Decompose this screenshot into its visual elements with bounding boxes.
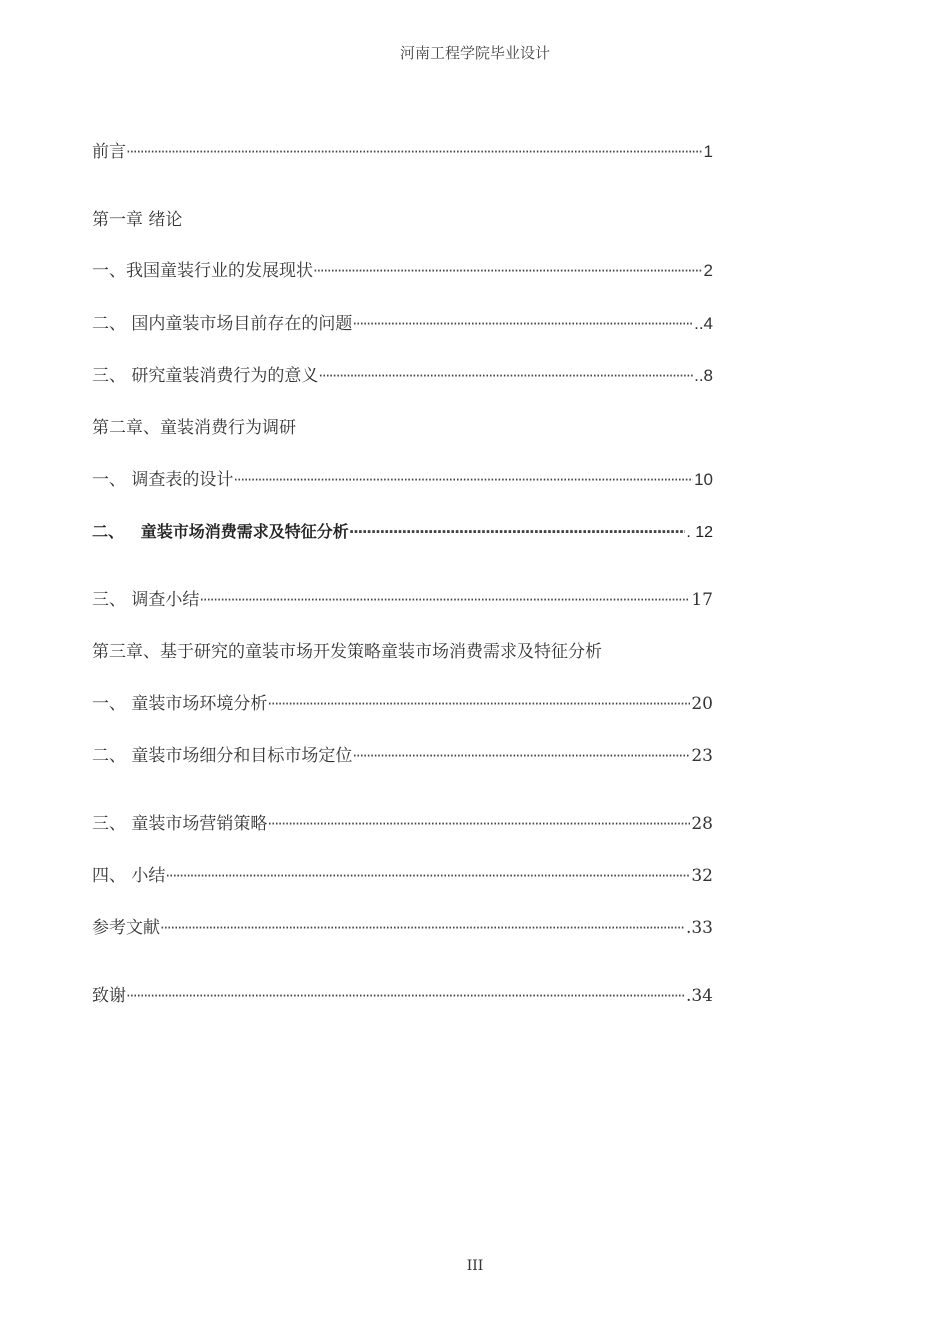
toc-entry-ch3-1[interactable] xyxy=(92,692,713,716)
toc-entry-title: 一、 童装市场环境分析 xyxy=(92,694,268,714)
toc-leader-dots xyxy=(313,259,703,283)
toc-page-number: .34 xyxy=(685,986,713,1006)
toc-page-number: 20 xyxy=(691,694,713,714)
toc-entry-title: 三、 研究童装消费行为的意义 xyxy=(92,366,319,386)
toc-entry-title: 三、 童装市场营销策略 xyxy=(92,814,268,834)
toc-leader-dots xyxy=(267,692,690,716)
toc-entry-title: 前言 xyxy=(92,142,126,162)
toc-leader-dots xyxy=(352,312,693,336)
toc-leader-dots xyxy=(233,468,693,492)
toc-entry-title: 二、 童装市场消费需求及特征分析 xyxy=(92,522,349,541)
toc-page-number: 10 xyxy=(694,470,713,489)
toc-entry-ch3-4[interactable] xyxy=(92,864,713,888)
toc-chapter-heading[interactable]: 第二章、童装消费行为调研 xyxy=(92,418,296,438)
toc-entry-ch2-1[interactable] xyxy=(92,468,713,492)
toc-leader-dots xyxy=(199,588,690,612)
toc-entry-title: 一、 调查表的设计 xyxy=(92,470,234,490)
toc-leader-dots xyxy=(126,140,703,164)
toc-chapter-heading[interactable]: 第一章 绪论 xyxy=(92,210,183,230)
toc-entry-ch1-2[interactable] xyxy=(92,312,713,336)
toc-page-number: .33 xyxy=(685,918,713,938)
toc-entry-title: 二、 国内童装市场目前存在的问题 xyxy=(92,314,353,334)
toc-leader-dots xyxy=(349,520,686,544)
toc-page-number: 23 xyxy=(691,746,713,766)
toc-leader-dots xyxy=(352,744,690,768)
toc-leader-dots xyxy=(318,364,693,388)
page-footer-number: III xyxy=(466,1258,484,1274)
toc-entry-ch3-3[interactable] xyxy=(92,812,713,836)
toc-page-number: . 12 xyxy=(686,524,713,541)
toc-entry-ch1-3[interactable] xyxy=(92,364,713,388)
toc-entry-title: 四、 小结 xyxy=(92,866,166,886)
toc-page-number: 17 xyxy=(691,590,713,610)
toc-leader-dots xyxy=(267,812,690,836)
toc-entry-title: 二、 童装市场细分和目标市场定位 xyxy=(92,746,353,766)
toc-entry-thanks[interactable] xyxy=(92,984,713,1008)
toc-entry-title: 三、 调查小结 xyxy=(92,590,200,610)
toc-entry-preface[interactable] xyxy=(92,140,713,164)
toc-entry-title: 致谢 xyxy=(92,986,126,1006)
toc-leader-dots xyxy=(165,864,690,888)
toc-leader-dots xyxy=(160,916,685,940)
toc-page-number: 2 xyxy=(703,261,713,280)
toc-chapter-heading[interactable]: 第三章、基于研究的童装市场开发策略童装市场消费需求及特征分析 xyxy=(92,642,602,662)
toc-page-number: 28 xyxy=(691,814,713,834)
toc-page-number: 1 xyxy=(703,142,713,161)
toc-page-number: ..4 xyxy=(694,314,713,333)
toc-page-number: 32 xyxy=(691,866,713,886)
toc-leader-dots xyxy=(126,984,685,1008)
toc-page-number: ..8 xyxy=(694,366,713,385)
toc-entry-ch2-2[interactable] xyxy=(92,520,713,544)
page-header: 河南工程学院毕业设计 xyxy=(399,44,550,62)
toc-entry-title: 一、我国童装行业的发展现状 xyxy=(92,261,313,281)
toc-entry-references[interactable] xyxy=(92,916,713,940)
toc-entry-ch2-3[interactable] xyxy=(92,588,713,612)
toc-entry-title: 参考文献 xyxy=(92,918,160,938)
toc-entry-ch1-1[interactable] xyxy=(92,259,713,283)
toc-entry-ch3-2[interactable] xyxy=(92,744,713,768)
